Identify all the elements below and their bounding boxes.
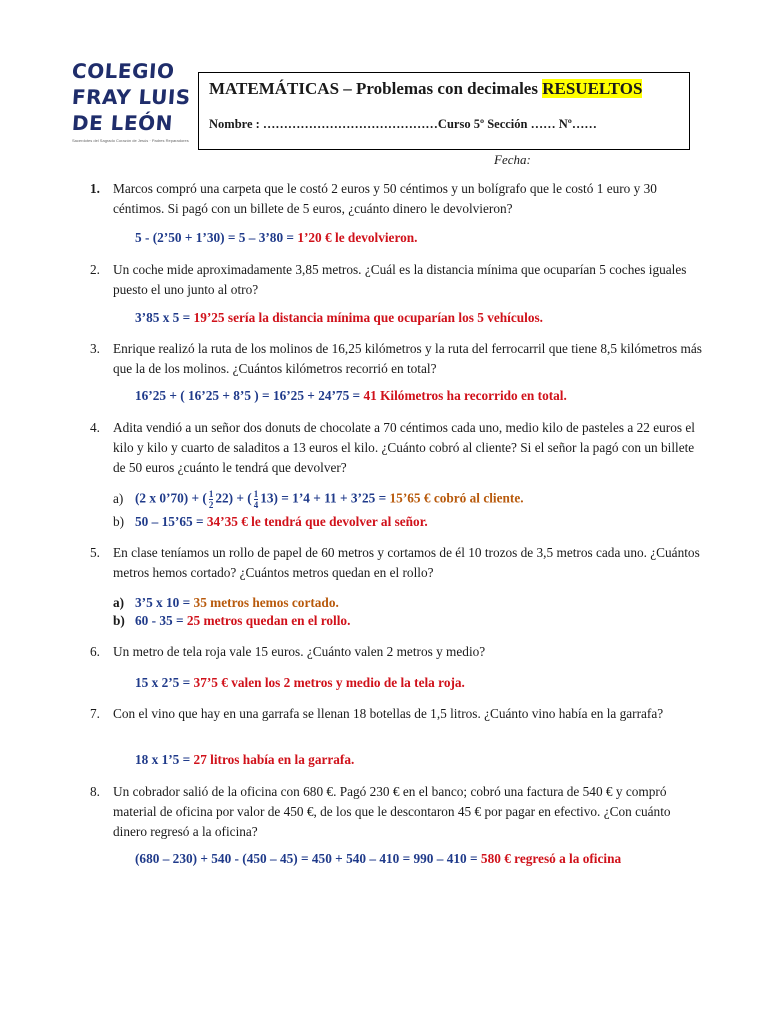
answer-result: 37’5 € valen los 2 metros y medio de la tela roja. (193, 675, 465, 690)
problem-text: Un coche mide aproximadamente 3,85 metros. ¿Cuál es la distancia mínima que ocuparían 5 coches iguales puesto el uno junto al otro? (113, 262, 687, 297)
sub-label-b: b) (113, 613, 125, 628)
problem-1 (90, 179, 703, 219)
logo-text-line2: FRAY LUIS (71, 85, 192, 109)
answer-calc: 60 - 35 = (135, 613, 187, 628)
fraction-half (209, 489, 214, 510)
answer-4b (113, 514, 428, 530)
answer-calc-part: 13) = 1’4 + 11 + 3’25 = (260, 490, 390, 506)
problem-6 (90, 642, 703, 662)
problem-3 (90, 339, 703, 379)
answer-4a (113, 489, 524, 510)
answer-2 (135, 310, 543, 326)
sub-label-a: a) (113, 595, 125, 610)
answer-result: 25 metros quedan en el rollo. (186, 613, 351, 628)
answer-7 (135, 752, 354, 768)
problem-number: 7. (90, 706, 100, 721)
school-logo (72, 58, 192, 168)
answer-calc-part: (2 x 0’70) + ( (135, 490, 207, 506)
answer-result: 27 litros había en la garrafa. (193, 752, 355, 767)
logo-text-line3: DE LEÓN (71, 111, 174, 135)
title-highlight: RESUELTOS (542, 79, 643, 98)
sub-label-a: a) (113, 490, 124, 506)
problem-text: Un cobrador salió de la oficina con 680 €. Pagó 230 € en el banco; cobró una factura de 540 € y compró material de oficina por valor de 450 €, de los que le descontaron 45 € por pagar en efectivo. ¿Con cuánto dinero regresó a la oficina? (113, 784, 671, 839)
answer-result: 35 metros hemos cortado. (193, 595, 339, 610)
fraction-quarter (254, 489, 259, 510)
logo-subtitle: Sacerdotes del Sagrado Corazón de Jesús · Padres Reparadores (72, 138, 189, 143)
problem-5 (90, 543, 703, 583)
problem-number: 6. (90, 644, 100, 659)
logo-text-line1: COLEGIO (71, 59, 176, 83)
answer-8 (135, 851, 621, 867)
answer-6 (135, 675, 465, 691)
problem-text: Un metro de tela roja vale 15 euros. ¿Cuánto valen 2 metros y medio? (113, 644, 486, 659)
problem-text: Adita vendió a un señor dos donuts de chocolate a 70 céntimos cada uno, medio kilo de pasteles a 22 euros el kilo y kilo y cuarto de saladitos a 13 euros el kilo. ¿Cuánto cobró al cliente? Si el señor la pagó con un billete de 50 euros ¿cuánto le tendrá que devolver? (113, 420, 695, 475)
problem-number: 4. (90, 420, 100, 435)
fraction-denominator: 4 (253, 500, 259, 510)
problem-2 (90, 260, 703, 300)
answer-calc: 3’5 x 10 = (135, 595, 194, 610)
problem-text: Marcos compró una carpeta que le costó 2 euros y 50 céntimos y un bolígrafo que le costó 1 euro y 30 céntimos. Si pagó con un billete de 5 euros, ¿cuánto dinero le devolvieron? (113, 181, 657, 216)
answer-1 (135, 230, 417, 246)
answer-calc: 5 - (2’50 + 1’30) = 5 – 3’80 = (135, 230, 298, 245)
problem-number: 2. (90, 262, 100, 277)
problem-text: Enrique realizó la ruta de los molinos de 16,25 kilómetros y la ruta del ferrocarril que tiene 8,5 kilómetros más que la de los molinos. ¿Cuántos kilómetros recorrió en total? (113, 341, 702, 376)
problem-number: 3. (90, 341, 100, 356)
fraction-numerator: 1 (253, 489, 259, 499)
problem-number: 5. (90, 545, 100, 560)
answer-result: 580 € regresó a la oficina (480, 851, 622, 866)
answer-3 (135, 388, 567, 404)
name-course-line: Nombre : ……………………………………Curso 5º Sección …… Nº…… (209, 117, 597, 131)
problem-text: Con el vino que hay en una garrafa se llenan 18 botellas de 1,5 litros. ¿Cuánto vino había en la garrafa? (113, 706, 664, 721)
answer-result: 19’25 sería la distancia mínima que ocuparían los 5 vehículos. (193, 310, 543, 325)
answer-result: 1’20 € le devolvieron. (297, 230, 418, 245)
answer-calc: 50 – 15’65 = (135, 514, 207, 529)
problem-number: 1. (90, 181, 100, 196)
page-title (209, 79, 642, 99)
answer-5a (113, 595, 339, 611)
date-label: Fecha: (494, 152, 531, 167)
answer-calc: 3’85 x 5 = (135, 310, 194, 325)
answer-5b (113, 613, 350, 629)
fraction-denominator: 2 (208, 500, 214, 510)
answer-result: 41 Kilómetros ha recorrido en total. (363, 388, 567, 403)
answer-calc-part: 22) + ( (215, 490, 252, 506)
header-box (198, 72, 690, 150)
problem-4 (90, 418, 703, 478)
problem-8 (90, 782, 703, 842)
answer-calc: 15 x 2’5 = (135, 675, 194, 690)
answer-result: 15’65 € cobró al cliente. (389, 490, 524, 506)
sub-label-b: b) (113, 514, 125, 529)
problem-number: 8. (90, 784, 100, 799)
answer-calc: 16’25 + ( 16’25 + 8’5 ) = 16’25 + 24’75 = (135, 388, 364, 403)
problem-7 (90, 704, 703, 724)
answer-calc: (680 – 230) + 540 - (450 – 45) = 450 + 540 – 410 = 990 – 410 = (135, 851, 481, 866)
answer-calc: 18 x 1’5 = (135, 752, 194, 767)
fraction-numerator: 1 (208, 489, 214, 499)
problem-text: En clase teníamos un rollo de papel de 60 metros y cortamos de él 10 trozos de 3,5 metros cada uno. ¿Cuántos metros hemos cortado? ¿Cuántos metros quedan en el rollo? (113, 545, 700, 580)
title-text: MATEMÁTICAS – Problemas con decimales (209, 79, 543, 98)
answer-result: 34’35 € le tendrá que devolver al señor. (206, 514, 428, 529)
